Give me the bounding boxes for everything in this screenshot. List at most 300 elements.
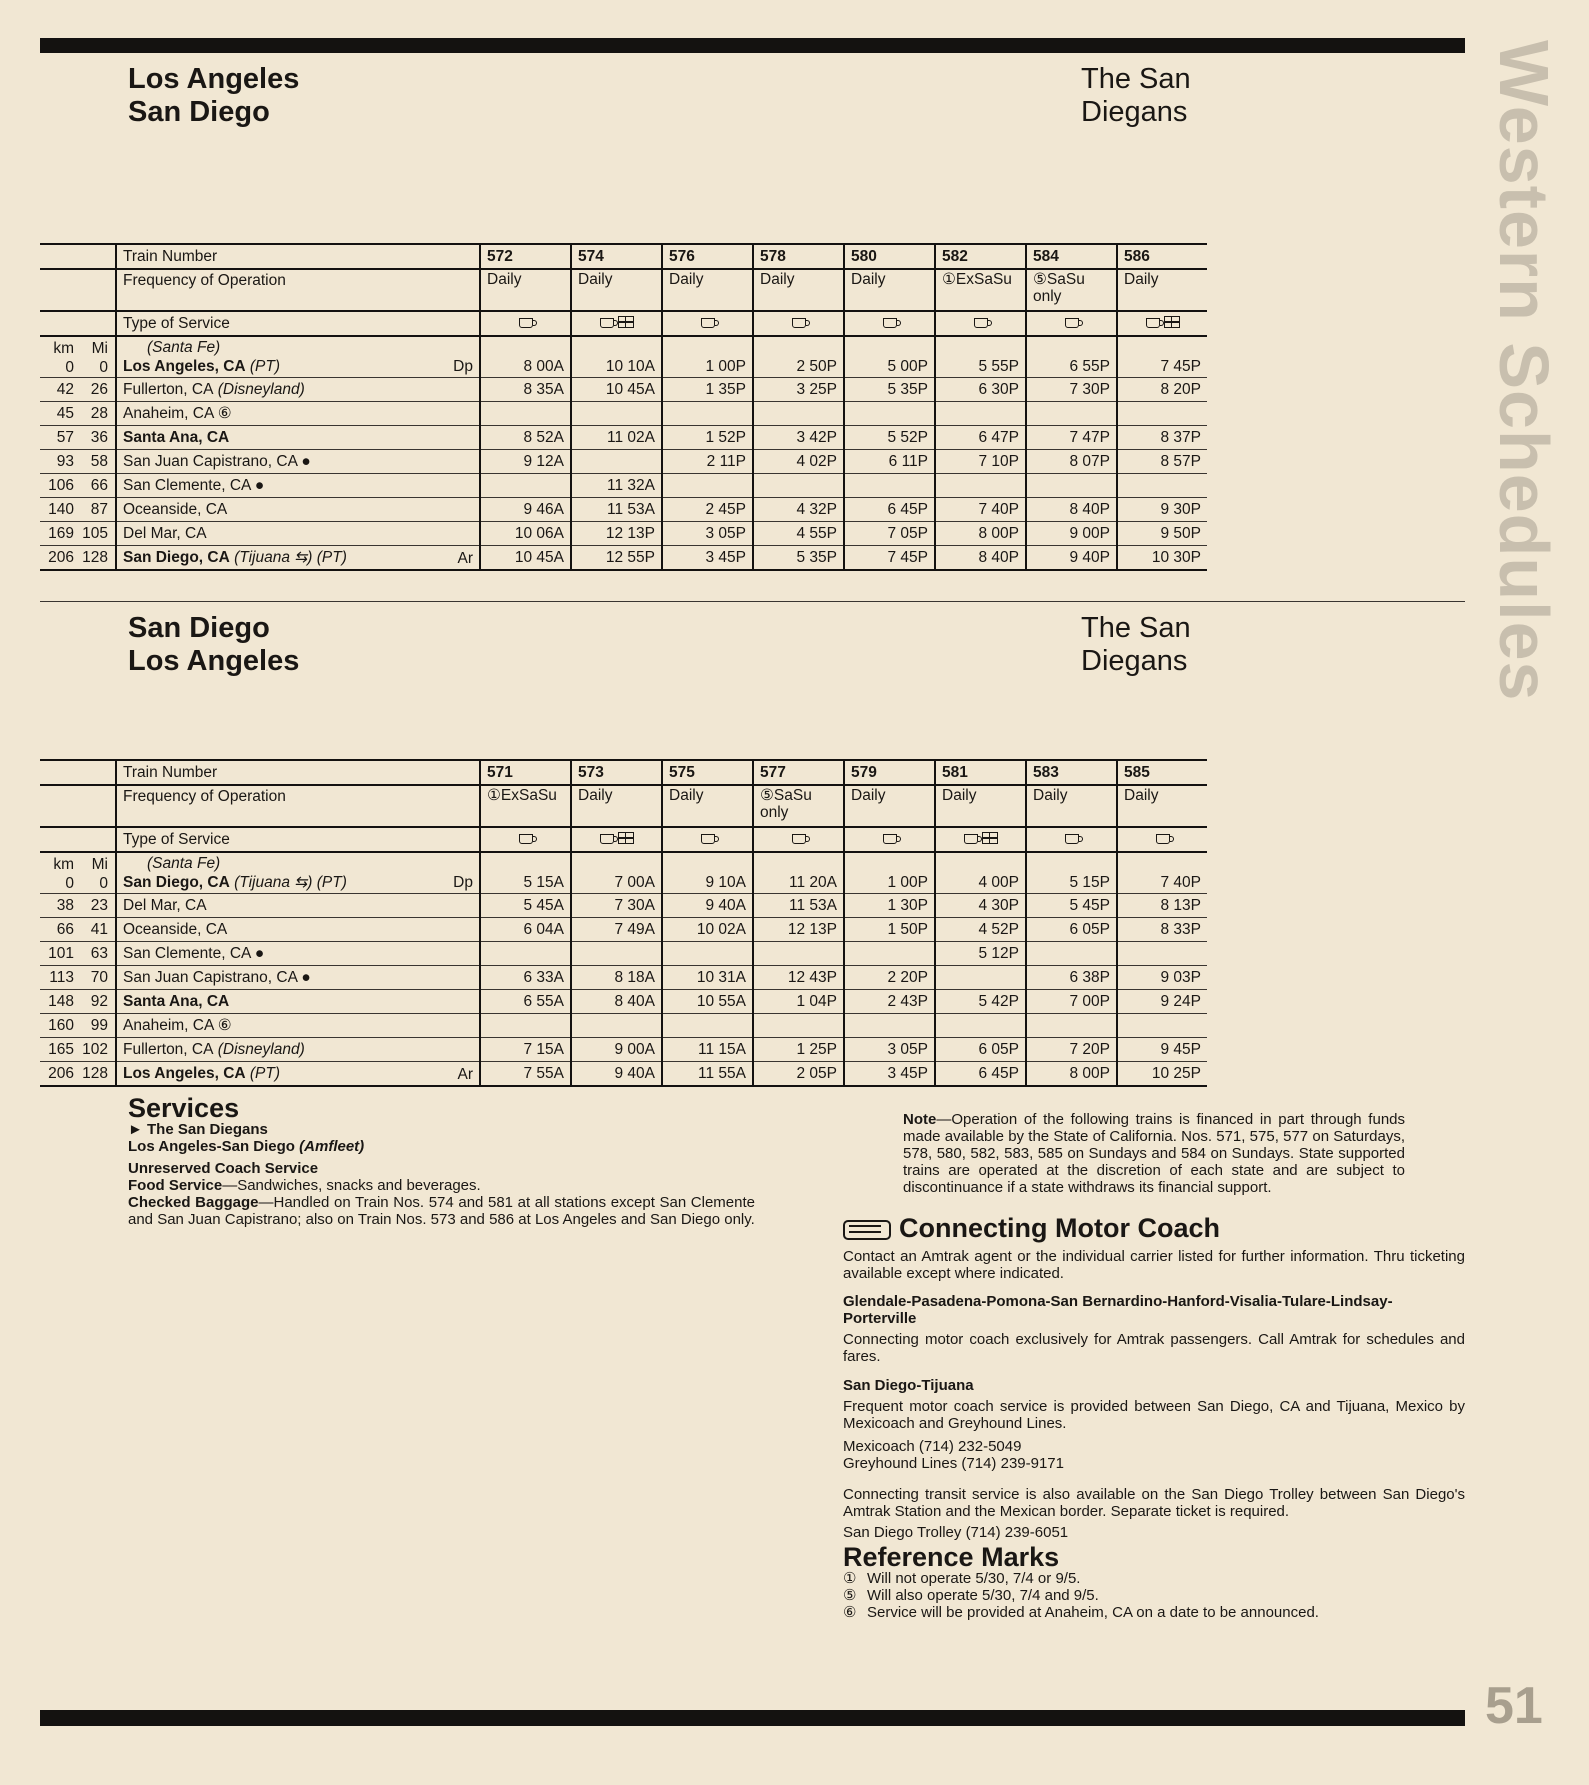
mi-value: 66 [90, 477, 108, 494]
time-cell [662, 402, 753, 426]
station-row [40, 894, 1207, 918]
service-type-row [40, 311, 1207, 336]
time-cell: 12 43P [753, 966, 844, 990]
train-number: 575 [662, 760, 753, 785]
station-row [40, 546, 1207, 571]
frequency-label: Frequency of Operation [116, 785, 480, 827]
time-cell: 11 53A [571, 498, 662, 522]
time-cell: 6 45P [935, 1062, 1026, 1087]
note-block [903, 1111, 1405, 1196]
time-cell: 3 05P [844, 1038, 935, 1062]
km-mi [40, 336, 116, 378]
mark-text: Service will be provided at Anaheim, CA on a date to be announced. [867, 1604, 1319, 1621]
food-service-icon [519, 318, 533, 328]
km-mi [40, 894, 116, 918]
service-type [571, 311, 662, 336]
station: Anaheim, CA ⑥ [123, 1017, 232, 1034]
time-cell [753, 1014, 844, 1038]
time-cell: 6 55P [1026, 336, 1117, 378]
time-cell [662, 474, 753, 498]
time-cell: 8 37P [1117, 426, 1207, 450]
frequency: ⑤SaSu only [753, 785, 844, 827]
train-number-label: Train Number [116, 760, 480, 785]
train-number: 579 [844, 760, 935, 785]
service-type [662, 827, 753, 852]
time-cell: 3 42P [753, 426, 844, 450]
dp-ar: Dp [453, 874, 473, 891]
train-number-row [40, 760, 1207, 785]
bus-icon [843, 1220, 891, 1240]
time-cell: 10 06A [480, 522, 571, 546]
note-label: Note [903, 1111, 937, 1128]
mi-value: 63 [90, 945, 108, 962]
frequency: Daily [1117, 785, 1207, 827]
km-mi [40, 546, 116, 571]
time-cell: 8 40A [571, 990, 662, 1014]
time-cell [935, 966, 1026, 990]
time-cell: 8 57P [1117, 450, 1207, 474]
service-type [844, 827, 935, 852]
service-type [662, 311, 753, 336]
time-cell: 1 25P [753, 1038, 844, 1062]
time-cell: 7 05P [844, 522, 935, 546]
coach-intro: Contact an Amtrak agent or the individual carrier listed for further information. Thru ticketing available except where indicated. [843, 1248, 1465, 1282]
service-type-label: Type of Service [116, 311, 480, 336]
mi-value: 23 [90, 897, 108, 914]
time-cell: 4 30P [935, 894, 1026, 918]
time-cell: 10 31A [662, 966, 753, 990]
time-cell [480, 402, 571, 426]
station: Oceanside, CA [123, 501, 228, 518]
km-mi [40, 522, 116, 546]
time-cell: 8 13P [1117, 894, 1207, 918]
time-cell: 1 00P [844, 852, 935, 894]
time-cell [753, 942, 844, 966]
frequency: ①ExSaSu [480, 785, 571, 827]
time-cell: 7 40P [1117, 852, 1207, 894]
dp-ar: Ar [457, 1066, 473, 1083]
service-type [935, 827, 1026, 852]
km-mi [40, 378, 116, 402]
route2-title: San Diego-Tijuana [843, 1377, 974, 1394]
bottom-rule [40, 1710, 1465, 1726]
time-cell: 12 55P [571, 546, 662, 571]
service-type [1026, 827, 1117, 852]
food-service-icon [964, 834, 978, 844]
frequency-row [40, 785, 1207, 827]
time-cell: 8 18A [571, 966, 662, 990]
station-note: (Disneyland) [213, 381, 305, 398]
time-cell: 9 40P [1026, 546, 1117, 571]
mi-label: Mi [91, 856, 108, 873]
time-cell: 6 30P [935, 378, 1026, 402]
mi-value: 28 [90, 405, 108, 422]
time-cell: 7 49A [571, 918, 662, 942]
frequency: Daily [662, 785, 753, 827]
food-service-icon [1065, 834, 1079, 844]
food-service-icon [883, 318, 897, 328]
time-cell [662, 942, 753, 966]
food-service-icon [519, 834, 533, 844]
service-type [480, 827, 571, 852]
time-cell [571, 942, 662, 966]
page-number: 51 [1485, 1677, 1543, 1735]
station: Del Mar, CA [123, 897, 207, 914]
frequency: Daily [1117, 269, 1207, 311]
station-name [116, 966, 480, 990]
time-cell [571, 450, 662, 474]
time-cell [935, 474, 1026, 498]
time-cell [935, 402, 1026, 426]
station-row [40, 450, 1207, 474]
time-cell: 9 24P [1117, 990, 1207, 1014]
time-cell: 1 30P [844, 894, 935, 918]
food-service-icon [701, 318, 715, 328]
station-name [116, 450, 480, 474]
services-block [128, 1093, 755, 1228]
food-service-icon [792, 834, 806, 844]
food-text: —Sandwiches, snacks and beverages. [222, 1177, 481, 1194]
time-cell [571, 402, 662, 426]
km-mi [40, 1014, 116, 1038]
time-cell: 8 40P [935, 546, 1026, 571]
dp-ar: Dp [453, 358, 473, 375]
station-name [116, 1038, 480, 1062]
coach-service: Unreserved Coach Service [128, 1160, 319, 1177]
mi-label: Mi [91, 340, 108, 357]
frequency: ①ExSaSu [935, 269, 1026, 311]
time-cell [571, 1014, 662, 1038]
time-cell [480, 474, 571, 498]
service-name: The San Diegans [1081, 612, 1191, 677]
time-cell: 8 52A [480, 426, 571, 450]
time-cell: 8 35A [480, 378, 571, 402]
station-note: (Tijuana ⇆) (PT) [229, 874, 347, 891]
food-service-icon [792, 318, 806, 328]
food-service-icon [1146, 318, 1160, 328]
station: Santa Ana, CA [123, 993, 230, 1010]
station-row [40, 1014, 1207, 1038]
food-service-icon [701, 834, 715, 844]
km-mi [40, 942, 116, 966]
time-cell: 5 35P [844, 378, 935, 402]
station: Los Angeles, CA [123, 358, 246, 375]
time-cell: 2 11P [662, 450, 753, 474]
time-cell: 5 12P [935, 942, 1026, 966]
motor-coach-block [843, 1213, 1465, 1621]
time-cell: 6 45P [844, 498, 935, 522]
train-number: 571 [480, 760, 571, 785]
checked-baggage-icon [618, 316, 634, 328]
reference-mark [843, 1570, 1465, 1587]
time-cell [844, 942, 935, 966]
time-cell: 4 32P [753, 498, 844, 522]
section-divider [40, 601, 1465, 602]
service-type [571, 827, 662, 852]
mi-value: 70 [90, 969, 108, 986]
time-cell: 9 30P [1117, 498, 1207, 522]
time-cell: 9 45P [1117, 1038, 1207, 1062]
station-note: (Tijuana ⇆) (PT) [229, 549, 347, 566]
km-value: 0 [65, 359, 74, 376]
km-value: 160 [48, 1017, 74, 1034]
station-note: (PT) [245, 358, 281, 375]
station-name [116, 942, 480, 966]
dp-ar: Ar [457, 550, 473, 567]
time-cell: 8 00P [935, 522, 1026, 546]
baggage-label: Checked Baggage [128, 1194, 259, 1211]
time-cell: 9 46A [480, 498, 571, 522]
coach-heading: Connecting Motor Coach [899, 1213, 1220, 1244]
food-service-icon [1156, 834, 1170, 844]
station-name [116, 894, 480, 918]
train-number: 583 [1026, 760, 1117, 785]
food-service-icon [883, 834, 897, 844]
train-number: 573 [571, 760, 662, 785]
station-row [40, 498, 1207, 522]
mark-symbol: ⑥ [843, 1604, 857, 1621]
time-cell: 8 00P [1026, 1062, 1117, 1087]
time-cell: 6 11P [844, 450, 935, 474]
time-cell: 9 50P [1117, 522, 1207, 546]
time-cell [662, 1014, 753, 1038]
time-cell: 2 45P [662, 498, 753, 522]
station-name [116, 1014, 480, 1038]
time-cell: 10 25P [1117, 1062, 1207, 1087]
time-cell [1117, 402, 1207, 426]
mark-text: Will also operate 5/30, 7/4 and 9/5. [867, 1587, 1099, 1604]
station: San Clemente, CA ● [123, 477, 265, 494]
time-cell [844, 1014, 935, 1038]
service-type [935, 311, 1026, 336]
station-note: (PT) [245, 1065, 281, 1082]
time-cell: 2 05P [753, 1062, 844, 1087]
train-number: 580 [844, 244, 935, 269]
km-mi [40, 852, 116, 894]
km-mi [40, 474, 116, 498]
time-cell: 7 55A [480, 1062, 571, 1087]
train-number-label: Train Number [116, 244, 480, 269]
station-name [116, 402, 480, 426]
time-cell: 5 42P [935, 990, 1026, 1014]
service-type [1026, 311, 1117, 336]
station: Del Mar, CA [123, 525, 207, 542]
km-mi [40, 1062, 116, 1087]
km-mi [40, 966, 116, 990]
mi-value: 92 [90, 993, 108, 1010]
side-title: Western Schedules [1485, 40, 1563, 702]
station-note: (Disneyland) [213, 1041, 305, 1058]
station: San Diego, CA [123, 874, 230, 891]
time-cell [935, 1014, 1026, 1038]
checked-baggage-icon [1164, 316, 1180, 328]
food-service-icon [600, 834, 614, 844]
time-cell: 9 00P [1026, 522, 1117, 546]
station: San Clemente, CA ● [123, 945, 265, 962]
station-row [40, 852, 1207, 894]
time-cell: 5 00P [844, 336, 935, 378]
time-cell: 5 15P [1026, 852, 1117, 894]
time-cell: 5 45P [1026, 894, 1117, 918]
time-cell [844, 402, 935, 426]
trolley-text: Connecting transit service is also available on the San Diego Trolley between San Diego's Amtrak Station and the Mexican border. Separate ticket is required. [843, 1486, 1465, 1520]
time-cell: 3 45P [844, 1062, 935, 1087]
service-type-label: Type of Service [116, 827, 480, 852]
station: San Diego, CA [123, 549, 230, 566]
train-name: ► The San Diegans [128, 1121, 268, 1138]
station-name [116, 336, 480, 378]
km-mi [40, 450, 116, 474]
time-cell: 12 13P [753, 918, 844, 942]
time-cell: 10 45A [571, 378, 662, 402]
route-title: San Diego Los Angeles [128, 612, 300, 677]
time-cell: 9 03P [1117, 966, 1207, 990]
schedule-table [40, 759, 1207, 1087]
reference-mark [843, 1587, 1465, 1604]
station: Oceanside, CA [123, 921, 228, 938]
frequency: Daily [935, 785, 1026, 827]
train-number: 572 [480, 244, 571, 269]
train-number: 585 [1117, 760, 1207, 785]
baggage-text: —Handled on Train Nos. 574 and 581 at all stations except San Clemente and San Juan Capistrano; also on Train Nos. 573 and 586 at Los Angeles and San Diego only. [128, 1194, 755, 1228]
mi-value: 99 [90, 1017, 108, 1034]
km-value: 106 [48, 477, 74, 494]
mi-value: 0 [99, 875, 108, 892]
km-value: 206 [48, 1065, 74, 1082]
station-name [116, 522, 480, 546]
station-name [116, 918, 480, 942]
trolley-phone: San Diego Trolley (714) 239-6051 [843, 1524, 1069, 1541]
time-cell: 6 05P [1026, 918, 1117, 942]
time-cell: 4 02P [753, 450, 844, 474]
phone-greyhound: Greyhound Lines (714) 239-9171 [843, 1455, 1064, 1472]
time-cell: 2 20P [844, 966, 935, 990]
station: San Juan Capistrano, CA ● [123, 453, 311, 470]
mi-value: 102 [82, 1041, 108, 1058]
service-type [1117, 311, 1207, 336]
time-cell: 11 02A [571, 426, 662, 450]
frequency: Daily [753, 269, 844, 311]
food-service-icon [974, 318, 988, 328]
station-row [40, 918, 1207, 942]
reference-marks [843, 1570, 1465, 1621]
time-cell: 2 43P [844, 990, 935, 1014]
time-cell: 7 20P [1026, 1038, 1117, 1062]
time-cell: 5 45A [480, 894, 571, 918]
time-cell: 5 35P [753, 546, 844, 571]
station-name [116, 426, 480, 450]
time-cell: 11 20A [753, 852, 844, 894]
railroad-label: (Santa Fe) [147, 339, 221, 356]
station-row [40, 426, 1207, 450]
frequency: Daily [571, 269, 662, 311]
mi-value: 26 [90, 381, 108, 398]
route2-text: Frequent motor coach service is provided between San Diego, CA and Tijuana, Mexico by Mexicoach and Greyhound Lines. [843, 1398, 1465, 1432]
time-cell: 11 55A [662, 1062, 753, 1087]
mark-symbol: ⑤ [843, 1587, 857, 1604]
station-row [40, 522, 1207, 546]
station-name [116, 498, 480, 522]
train-number-row [40, 244, 1207, 269]
time-cell: 4 55P [753, 522, 844, 546]
mi-value: 0 [99, 359, 108, 376]
time-cell: 12 13P [571, 522, 662, 546]
service-type [1117, 827, 1207, 852]
station-row [40, 990, 1207, 1014]
station-name [116, 852, 480, 894]
time-cell: 6 55A [480, 990, 571, 1014]
time-cell: 3 05P [662, 522, 753, 546]
km-label: km [53, 340, 74, 357]
equipment: (Amfleet) [299, 1138, 365, 1155]
station: Santa Ana, CA [123, 429, 230, 446]
station: Los Angeles, CA [123, 1065, 246, 1082]
mi-value: 128 [82, 1065, 108, 1082]
frequency: Daily [662, 269, 753, 311]
service-type [844, 311, 935, 336]
phone-mexicoach: Mexicoach (714) 232-5049 [843, 1438, 1022, 1455]
km-value: 169 [48, 525, 74, 542]
time-cell: 8 00A [480, 336, 571, 378]
station-row [40, 1038, 1207, 1062]
time-cell: 7 45P [1117, 336, 1207, 378]
route1-text: Connecting motor coach exclusively for Amtrak passengers. Call Amtrak for schedules and fares. [843, 1331, 1465, 1365]
time-cell: 7 10P [935, 450, 1026, 474]
time-cell [1026, 402, 1117, 426]
station: Fullerton, CA [123, 381, 214, 398]
time-cell [1026, 1014, 1117, 1038]
station-row [40, 942, 1207, 966]
time-cell: 10 10A [571, 336, 662, 378]
station-row [40, 402, 1207, 426]
station: Anaheim, CA ⑥ [123, 405, 232, 422]
food-service-icon [600, 318, 614, 328]
time-cell: 9 12A [480, 450, 571, 474]
station-row [40, 336, 1207, 378]
time-cell: 6 33A [480, 966, 571, 990]
time-cell: 8 20P [1117, 378, 1207, 402]
frequency: Daily [1026, 785, 1117, 827]
time-cell: 7 00A [571, 852, 662, 894]
station-row [40, 1062, 1207, 1087]
time-cell [753, 402, 844, 426]
checked-baggage-icon [982, 832, 998, 844]
service-type [753, 311, 844, 336]
km-value: 165 [48, 1041, 74, 1058]
time-cell: 9 00A [571, 1038, 662, 1062]
time-cell [480, 1014, 571, 1038]
km-mi [40, 1038, 116, 1062]
time-cell: 7 30P [1026, 378, 1117, 402]
km-value: 57 [56, 429, 74, 446]
km-mi [40, 918, 116, 942]
time-cell: 10 45A [480, 546, 571, 571]
train-number: 584 [1026, 244, 1117, 269]
station-row [40, 966, 1207, 990]
time-cell: 3 25P [753, 378, 844, 402]
km-mi [40, 990, 116, 1014]
mi-value: 128 [82, 549, 108, 566]
time-cell: 5 15A [480, 852, 571, 894]
time-cell: 3 45P [662, 546, 753, 571]
km-value: 148 [48, 993, 74, 1010]
time-cell: 6 05P [935, 1038, 1026, 1062]
time-cell: 1 04P [753, 990, 844, 1014]
km-value: 140 [48, 501, 74, 518]
time-cell: 7 40P [935, 498, 1026, 522]
mi-value: 105 [82, 525, 108, 542]
station-name [116, 546, 480, 571]
